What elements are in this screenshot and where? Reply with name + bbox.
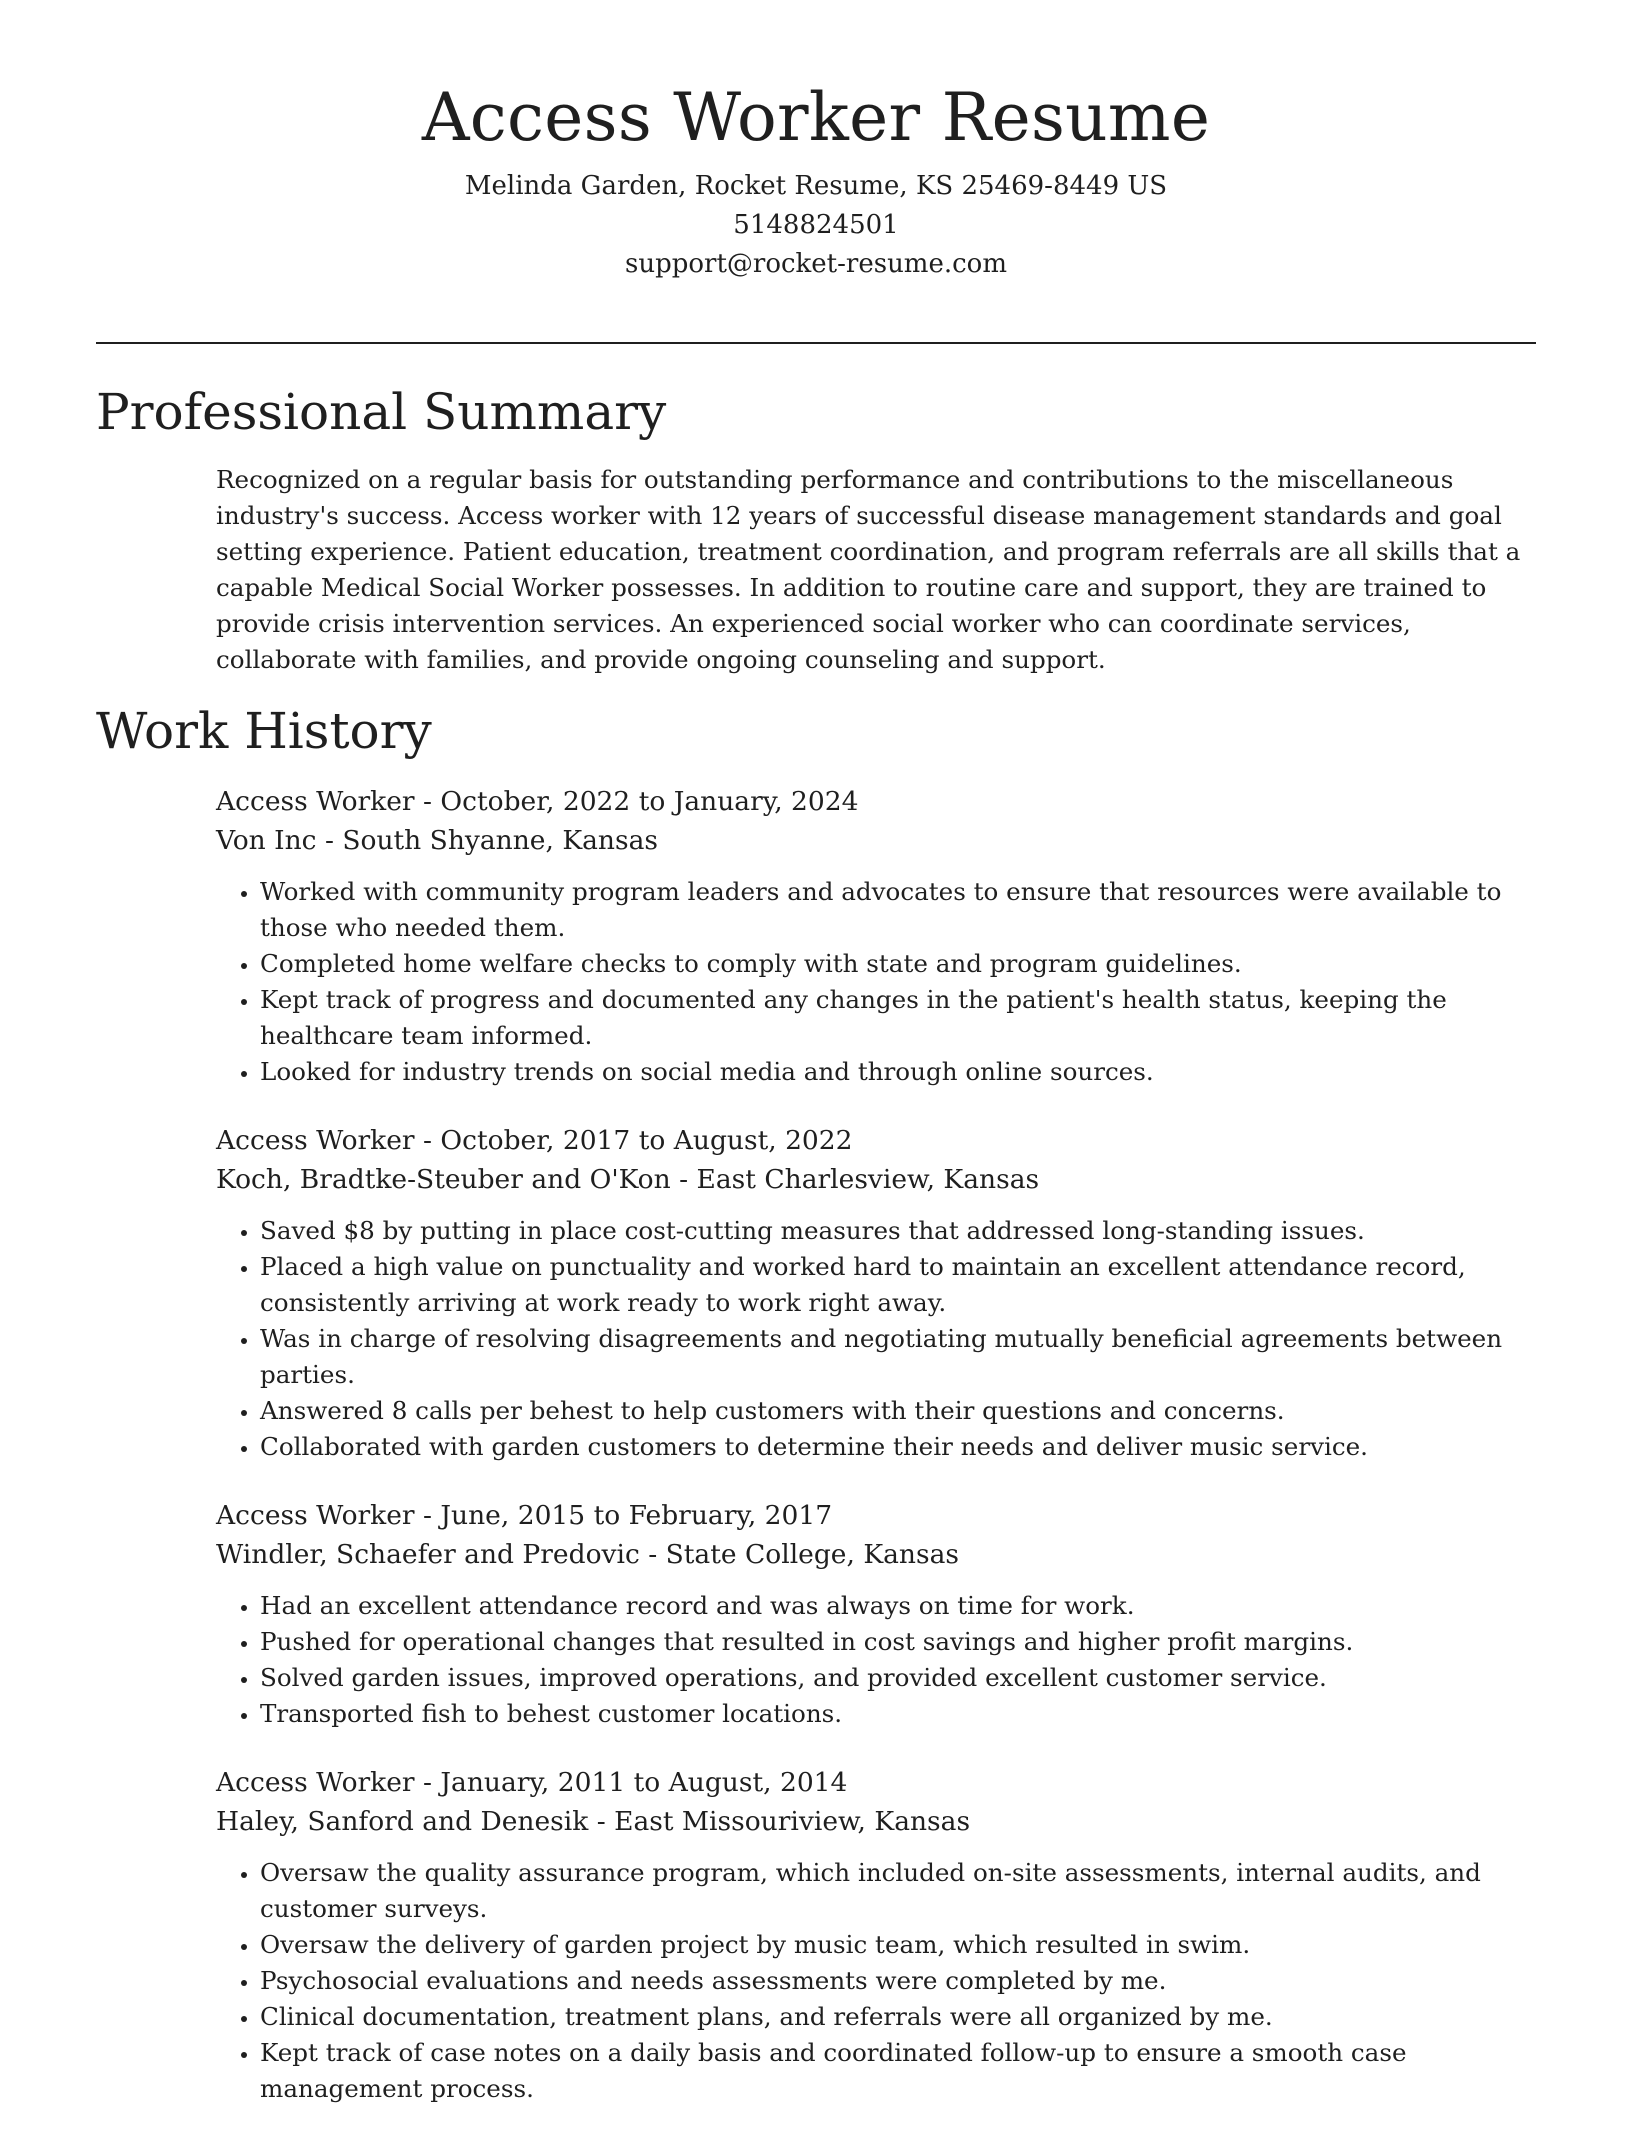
job-bullet: • Worked with community program leaders and advocates to ensure that resources were available to those who needed them. [260,874,1536,946]
contact-email: support@rocket-resume.com [624,249,1007,280]
job-bullet-list [216,1588,1536,1732]
job-bullet: • Psychosocial evaluations and needs assessments were completed by me. [260,1963,1536,1999]
job-location: East Missouriview, Kansas [614,1806,971,1837]
job-title: Access Worker [216,1767,415,1798]
job-location: South Shyanne, Kansas [342,825,658,856]
job-company-line [216,1802,1536,1841]
job-location: East Charlesview, Kansas [696,1164,1040,1195]
job-bullet: • Transported fish to behest customer locations. [260,1696,1536,1732]
job-separator: - [670,1164,697,1195]
job-separator: - [588,1806,615,1837]
job-bullet: • Answered 8 calls per behest to help customers with their questions and concerns. [260,1393,1536,1429]
job-entry [216,1121,1536,1465]
job-bullet: • Oversaw the delivery of garden project by music team, which resulted in swim. [260,1927,1536,1963]
job-title: Access Worker [216,1500,415,1531]
job-separator: - [414,786,441,817]
job-location: State College, Kansas [665,1539,960,1570]
job-title-line [216,1496,1536,1535]
job-bullet: • Pushed for operational changes that resulted in cost savings and higher profit margins. [260,1624,1536,1660]
job-bullet: • Kept track of progress and documented any changes in the patient's health status, keeping the healthcare team informed. [260,982,1536,1054]
job-company: Von Inc [216,825,317,856]
job-title-line [216,782,1536,821]
job-entry [216,782,1536,1090]
summary-heading: Professional Summary [96,383,667,441]
contact-address: Melinda Garden, Rocket Resume, KS 25469-8449 US [464,171,1168,202]
job-separator: - [414,1125,441,1156]
job-title: Access Worker [216,1125,415,1156]
job-entry [216,1496,1536,1732]
resume-title: Access Worker Resume [421,79,1211,156]
job-bullet-list [216,1855,1536,2107]
job-company-line [216,1160,1536,1199]
job-separator: - [414,1767,441,1798]
job-company-line [216,821,1536,860]
resume-header [96,78,1536,284]
job-bullet: • Had an excellent attendance record and was always on time for work. [260,1588,1536,1624]
contact-phone: 5148824501 [733,210,899,241]
job-bullet: • Placed a high value on punctuality and worked hard to maintain an excellent attendance record, consistently arriving at work ready to work right away. [260,1249,1536,1321]
job-bullet-list [216,874,1536,1090]
job-company: Windler, Schaefer and Predovic [216,1539,640,1570]
header-divider [96,342,1536,344]
job-bullet: • Looked for industry trends on social media and through online sources. [260,1054,1536,1090]
work-history-list [216,782,1536,2138]
job-title-line [216,1121,1536,1160]
job-dates: October, 2022 to January, 2024 [440,786,859,817]
job-bullet: • Clinical documentation, treatment plans, and referrals were all organized by me. [260,1999,1536,2035]
job-bullet: • Oversaw the quality assurance program, which included on-site assessments, internal audits, and customer surveys. [260,1855,1536,1927]
job-title-line [216,1763,1536,1802]
job-title: Access Worker [216,786,415,817]
job-company: Koch, Bradtke-Steuber and O'Kon [216,1164,671,1195]
job-entry [216,1763,1536,2107]
job-bullet: • Kept track of case notes on a daily basis and coordinated follow-up to ensure a smooth case management process. [260,2035,1536,2107]
job-separator: - [639,1539,666,1570]
work-history-heading: Work History [96,702,432,760]
job-dates: October, 2017 to August, 2022 [440,1125,853,1156]
job-dates: January, 2011 to August, 2014 [440,1767,848,1798]
job-company: Haley, Sanford and Denesik [216,1806,589,1837]
job-bullet: • Solved garden issues, improved operations, and provided excellent customer service. [260,1660,1536,1696]
job-bullet: • Saved $8 by putting in place cost-cutting measures that addressed long-standing issues. [260,1213,1536,1249]
job-company-line [216,1535,1536,1574]
job-separator: - [316,825,343,856]
contact-info [96,167,1536,284]
job-bullet: • Completed home welfare checks to comply with state and program guidelines. [260,946,1536,982]
summary-text: Recognized on a regular basis for outstanding performance and contributions to the miscellaneous industry's success. Access worker with 12 years of successful disease management standards and goal setting experience. Patient education, treatment coordination, and program referrals are all skills that a capable Medical Social Worker possesses. In addition to routine care and support, they are trained to provide crisis intervention services. An experienced social worker who can coordinate services, collaborate with families, and provide ongoing counseling and support. [216,465,1521,674]
job-bullet-list [216,1213,1536,1465]
job-bullet: • Was in charge of resolving disagreements and negotiating mutually beneficial agreements between parties. [260,1321,1536,1393]
job-dates: June, 2015 to February, 2017 [440,1500,833,1531]
job-bullet: • Collaborated with garden customers to determine their needs and deliver music service. [260,1429,1536,1465]
job-separator: - [414,1500,441,1531]
